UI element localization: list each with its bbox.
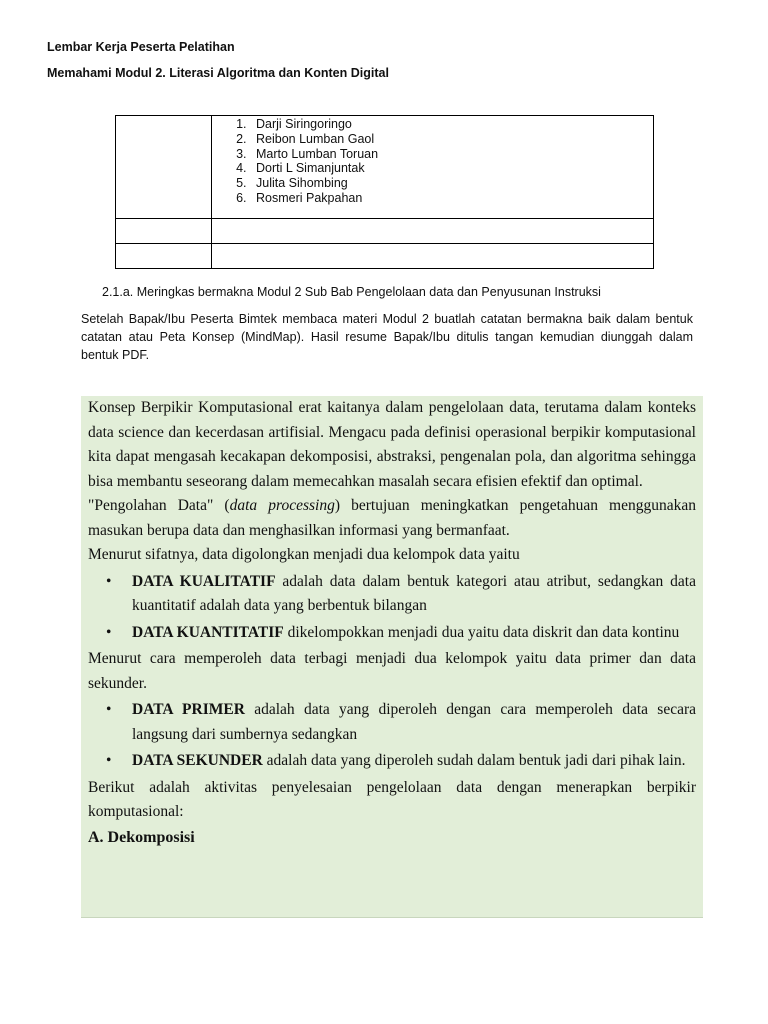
list-text: adalah data yang diperoleh sudah dalam bentuk jadi dari pihak lain. bbox=[262, 752, 686, 769]
summary-paragraph-5: Berikut adalah aktivitas penyelesaian pengelolaan data dengan menerapkan berpikir komputasional: bbox=[88, 778, 696, 820]
empty-cell bbox=[212, 219, 654, 244]
section-heading-a: A. Dekomposisi bbox=[88, 828, 195, 846]
group-table bbox=[115, 115, 654, 269]
data-type-list bbox=[88, 570, 696, 646]
group-label-cell bbox=[116, 116, 212, 219]
worksheet-title: Lembar Kerja Peserta Pelatihan bbox=[47, 40, 235, 54]
list-item bbox=[106, 621, 696, 646]
p2-text-before: "Pengolahan Data" ( bbox=[88, 497, 230, 514]
member-item: 6. Rosmeri Pakpahan bbox=[250, 191, 653, 206]
member-item: 5. Julita Sihombing bbox=[250, 176, 653, 191]
empty-cell bbox=[116, 219, 212, 244]
summary-paragraph-1: Konsep Berpikir Komputasional erat kaitanya dalam pengelolaan data, terutama dalam konteks data science dan kecerdasan artifisial. Mengacu pada definisi operasional berpikir komputasional kita dapat mengasah kecakapan dekomposisi, abstraksi, pengenalan pola, dan algoritma sehingga bisa membantu seseorang dalam memecahkan masalah secara efisien efektif dan optimal. bbox=[88, 399, 696, 490]
task-instruction: Setelah Bapak/Ibu Peserta Bimtek membaca materi Modul 2 buatlah catatan bermakna baik dalam bentuk catatan atau Peta Konsep (MindMap). Hasil resume Bapak/Ibu ditulis tangan kemudian diunggah dalam bentuk PDF. bbox=[81, 312, 693, 362]
member-item: 1. Darji Siringoringo bbox=[250, 117, 653, 132]
module-title: Memahami Modul 2. Literasi Algoritma dan Konten Digital bbox=[47, 66, 389, 80]
p2-text-after: ) bertujuan meningkatkan pengetahuan menggunakan masukan berupa data dan menghasilkan informasi yang bermanfaat. bbox=[88, 497, 696, 539]
list-term: DATA KUANTITATIF bbox=[132, 623, 284, 641]
member-item: 4. Dorti L Simanjuntak bbox=[250, 161, 653, 176]
summary-paragraph-3: Menurut sifatnya, data digolongkan menjadi dua kelompok data yaitu bbox=[88, 546, 520, 563]
empty-cell bbox=[116, 244, 212, 269]
member-item: 2. Reibon Lumban Gaol bbox=[250, 132, 653, 147]
list-text: dikelompokkan menjadi dua yaitu data diskrit dan data kontinu bbox=[283, 623, 680, 641]
group-members-cell bbox=[212, 116, 654, 219]
list-term: DATA KUALITATIF bbox=[132, 572, 276, 590]
member-item: 3. Marto Lumban Toruan bbox=[250, 147, 653, 162]
list-text: adalah data yang diperoleh dengan cara memperoleh data secara langsung dari sumbernya sedangkan bbox=[132, 701, 697, 743]
list-term: DATA SEKUNDER bbox=[132, 752, 263, 769]
empty-cell bbox=[212, 244, 654, 269]
list-text: adalah data dalam bentuk kategori atau atribut, sedangkan data kuantitatif adalah data yang berbentuk bilangan bbox=[132, 572, 696, 614]
p2-italic-term: data processing bbox=[229, 497, 335, 514]
summary-paragraph-2 bbox=[88, 494, 696, 543]
list-item bbox=[106, 570, 696, 619]
task-subheading: 2.1.a. Meringkas bermakna Modul 2 Sub Bab Pengelolaan data dan Penyusunan Instruksi bbox=[102, 285, 601, 299]
bullet-icon: • bbox=[106, 752, 112, 769]
bullet-icon: • bbox=[106, 701, 112, 718]
bullet-icon: • bbox=[106, 572, 112, 590]
member-list bbox=[212, 117, 653, 206]
summary-box bbox=[81, 396, 703, 918]
list-item bbox=[106, 698, 697, 747]
list-item bbox=[106, 749, 696, 774]
data-source-list bbox=[88, 698, 696, 774]
list-term: DATA PRIMER bbox=[132, 701, 245, 718]
summary-paragraph-4: Menurut cara memperoleh data terbagi menjadi dua kelompok yaitu data primer dan data sekunder. bbox=[88, 650, 696, 692]
bullet-icon: • bbox=[106, 623, 112, 641]
